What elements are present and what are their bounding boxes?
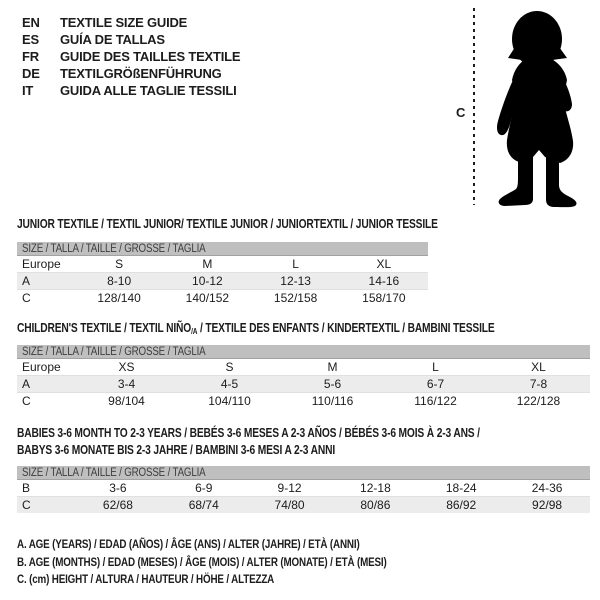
language-code: DE xyxy=(22,66,40,81)
cell: L xyxy=(384,359,487,376)
babies-section-title-line2: BABYS 3-6 MONATE BIS 2-3 JAHRE / BAMBINI 3-6 MESI A 2-3 ANNI xyxy=(17,443,336,457)
language-label: GUIDE DES TAILLES TEXTILE xyxy=(60,49,241,64)
junior-table xyxy=(17,256,428,306)
cell: 18-24 xyxy=(418,480,504,497)
language-label: TEXTILGRÖßENFÜHRUNG xyxy=(60,66,222,81)
language-row-en xyxy=(22,14,240,31)
language-code: ES xyxy=(22,32,39,47)
cell: 8-10 xyxy=(75,273,163,290)
cell: M xyxy=(163,256,251,273)
babies-size-bar-label: SIZE / TALLA / TAILLE / GRÖSSE / TAGLIA xyxy=(22,467,206,479)
subscript: /A xyxy=(191,327,198,336)
cell: 9-12 xyxy=(247,480,333,497)
footnote-c: C. (cm) HEIGHT / ALTURA / HAUTEUR / HÖHE / ALTEZZA xyxy=(17,572,275,586)
cell: 122/128 xyxy=(516,394,561,408)
language-label: GUIDA ALLE TAGLIE TESSILI xyxy=(60,83,237,98)
cell: XL xyxy=(340,256,428,273)
cell: 3-4 xyxy=(75,376,178,393)
table-row-b xyxy=(17,480,590,497)
language-row-it xyxy=(22,82,240,99)
height-measure-label: C xyxy=(456,105,466,120)
row-label: B xyxy=(17,480,75,497)
cell: 14-16 xyxy=(340,273,428,290)
cell: XL xyxy=(487,359,590,376)
cell: 140/152 xyxy=(185,291,230,305)
cell: 158/170 xyxy=(362,291,406,305)
language-row-fr xyxy=(22,48,240,65)
row-label: C xyxy=(22,291,31,305)
cell: S xyxy=(75,256,163,273)
cell: 128/140 xyxy=(97,291,141,305)
cell: 110/116 xyxy=(311,394,354,408)
cell: 4-5 xyxy=(178,376,281,393)
row-label: Europe xyxy=(17,359,75,376)
junior-section-title-text: JUNIOR TEXTILE / TEXTIL JUNIOR/ TEXTILE JUNIOR / JUNIORTEXTIL / JUNIOR TESSILE xyxy=(17,217,438,231)
cell: 104/110 xyxy=(208,394,251,408)
babies-section-title-line1: BABIES 3-6 MONTH TO 2-3 YEARS / BEBÉS 3-6 MESES A 2-3 AÑOS / BÉBÉS 3-6 MOIS À 2-3 ANS / xyxy=(17,426,480,440)
row-label: A xyxy=(17,273,75,290)
table-row-c xyxy=(17,497,590,514)
babies-section-title xyxy=(17,425,581,459)
children-section-title-text: CHILDREN'S TEXTILE / TEXTIL $NIÑO_{/A}$ / TEXTILE DES ENFANTS / KINDERTEXTIL / BAMBINI TESSILE xyxy=(17,321,495,336)
table-row-c xyxy=(17,290,428,307)
children-table xyxy=(17,359,590,409)
language-code: EN xyxy=(22,15,40,30)
cell: 80/86 xyxy=(332,497,418,514)
row-label: C xyxy=(17,497,75,514)
cell: 7-8 xyxy=(487,376,590,393)
language-label: TEXTILE SIZE GUIDE xyxy=(60,15,188,30)
cell: L xyxy=(252,256,340,273)
babies-size-table xyxy=(17,466,590,513)
table-row-a xyxy=(17,273,428,290)
language-code: IT xyxy=(22,83,34,98)
cell: 92/98 xyxy=(504,497,590,514)
cell: S xyxy=(178,359,281,376)
children-size-bar xyxy=(17,345,590,359)
footnote-b: B. AGE (MONTHS) / EDAD (MESES) / ÂGE (MOIS) / ALTER (MONATE) / ETÀ (MESI) xyxy=(17,554,387,569)
junior-size-bar-label: SIZE / TALLA / TAILLE / GRÖSSE / TAGLIA xyxy=(22,243,206,255)
cell: 10-12 xyxy=(163,273,251,290)
cell: 5-6 xyxy=(281,376,384,393)
cell: 98/104 xyxy=(108,394,145,408)
cell: M xyxy=(281,359,384,376)
children-section-title xyxy=(17,320,599,340)
row-label: A xyxy=(17,376,75,393)
height-measure-dashed-line xyxy=(473,8,475,205)
footnotes xyxy=(17,536,468,589)
cell: 152/158 xyxy=(273,291,318,305)
cell: 6-7 xyxy=(384,376,487,393)
cell: 6-9 xyxy=(161,480,247,497)
toddler-silhouette-icon xyxy=(487,6,595,208)
cell: 86/92 xyxy=(418,497,504,514)
cell: 116/122 xyxy=(414,394,457,408)
language-row-es xyxy=(22,31,240,48)
language-label: GUÍA DE TALLAS xyxy=(60,32,165,47)
cell: 3-6 xyxy=(75,480,161,497)
cell: 12-13 xyxy=(252,273,340,290)
footnote-a: A. AGE (YEARS) / EDAD (AÑOS) / ÂGE (ANS) / ALTER (JAHRE) / ETÀ (ANNI) xyxy=(17,537,360,551)
children-size-bar-label: SIZE / TALLA / TAILLE / GRÖSSE / TAGLIA xyxy=(22,346,206,358)
language-code: FR xyxy=(22,49,39,64)
row-label: C xyxy=(22,394,31,408)
table-row-europe xyxy=(17,256,428,273)
junior-size-bar xyxy=(17,242,428,256)
babies-size-bar xyxy=(17,466,590,480)
language-row-de xyxy=(22,65,240,82)
cell: 24-36 xyxy=(504,480,590,497)
table-row-c xyxy=(17,393,590,410)
table-row-europe xyxy=(17,359,590,376)
cell: 74/80 xyxy=(247,497,333,514)
row-label: Europe xyxy=(17,256,75,273)
junior-size-table xyxy=(17,242,428,306)
table-row-a xyxy=(17,376,590,393)
children-size-table xyxy=(17,345,590,409)
cell: XS xyxy=(75,359,178,376)
babies-table xyxy=(17,480,590,513)
cell: 62/68 xyxy=(75,497,161,514)
cell: 12-18 xyxy=(332,480,418,497)
cell: 68/74 xyxy=(161,497,247,514)
language-header xyxy=(22,14,240,99)
junior-section-title xyxy=(17,216,530,233)
